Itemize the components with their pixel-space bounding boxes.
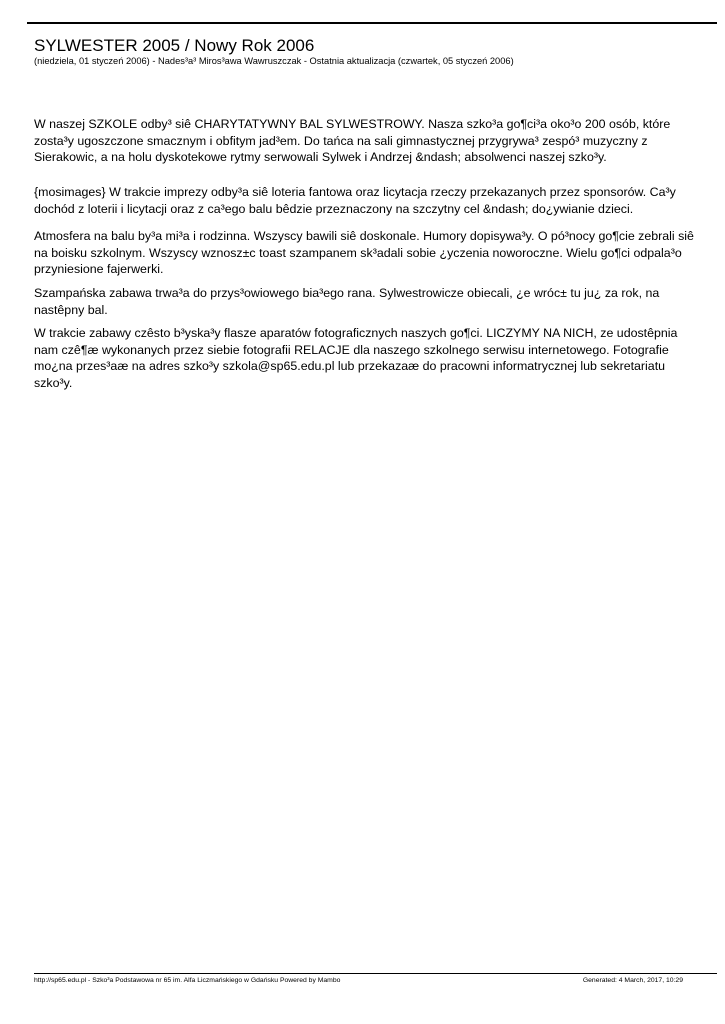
header-divider (27, 22, 717, 24)
article-paragraph-1 (34, 116, 704, 166)
article-paragraph-2 (34, 184, 704, 217)
paragraph-text: Atmosfera na balu by³a mi³a i rodzinna. Wszyscy bawili siê doskonale. Humory dopisywa³y. O pó³nocy go¶cie zebrali siê na boisku szkolnym. Wszyscy wznosz±c toast szampanem sk³adali sobie ¿yczenia noworoczne. Wielu go¶ci odpala³o przyniesione fajerwerki. (34, 229, 694, 276)
article-paragraph-4 (34, 285, 704, 318)
article-title: SYLWESTER 2005 / Nowy Rok 2006 (34, 36, 315, 55)
paragraph-text: Szampańska zabawa trwa³a do przys³owiowego bia³ego rana. Sylwestrowicze obiecali, ¿e wróc± tu ju¿ za rok, na nastêpny bal. (34, 286, 660, 317)
footer-divider (34, 973, 717, 974)
footer-generated: Generated: 4 March, 2017, 10:29 (582, 977, 683, 984)
article-paragraph-3 (34, 228, 704, 278)
article-meta: (niedziela, 01 styczeń 2006) - Nades³a³ Miros³awa Wawruszczak - Ostatnia aktualizacja (czwartek, 05 styczeń 2006) (34, 56, 514, 66)
paragraph-text: {mosimages} W trakcie imprezy odby³a siê loteria fantowa oraz licytacja rzeczy przekazanych przez sponsorów. Ca³y dochód z loterii i licytacji oraz z ca³ego balu bêdzie przeznaczony na szczytny cel &ndash; do¿ywianie dzieci. (34, 185, 676, 216)
paragraph-text: W trakcie zabawy czêsto b³yska³y flasze aparatów fotograficznych naszych go¶ci. LICZYMY NA NICH, ze udostêpnia nam czê¶æ wykonanych przez siebie fotografii RELACJE dla naszego szkolnego serwisu internetowego. Fotografie mo¿na przes³aæ na adres szko³y szkola@sp65.edu.pl lub przekazaæ do pracowni informatrycznej lub sekretariatu szko³y. (34, 326, 678, 390)
footer-source: http://sp65.edu.pl - Szko³a Podstawowa nr 65 im. Alfa Liczmańskiego w Gdańsku Powered by Mambo (34, 977, 341, 984)
article-paragraph-5 (34, 325, 704, 391)
paragraph-text: W naszej SZKOLE odby³ siê CHARYTATYWNY BAL SYLWESTROWY. Nasza szko³a go¶ci³a oko³o 200 osób, które zosta³y ugoszczone smacznym i obfitym jad³em. Do tańca na sali gimnastycznej przygrywa³ zespó³ muzyczny z Sierakowic, a na holu dyskotekowe rytmy serwowali Sylwek i Andrzej &ndash; absolwenci naszej szko³y. (34, 117, 671, 164)
